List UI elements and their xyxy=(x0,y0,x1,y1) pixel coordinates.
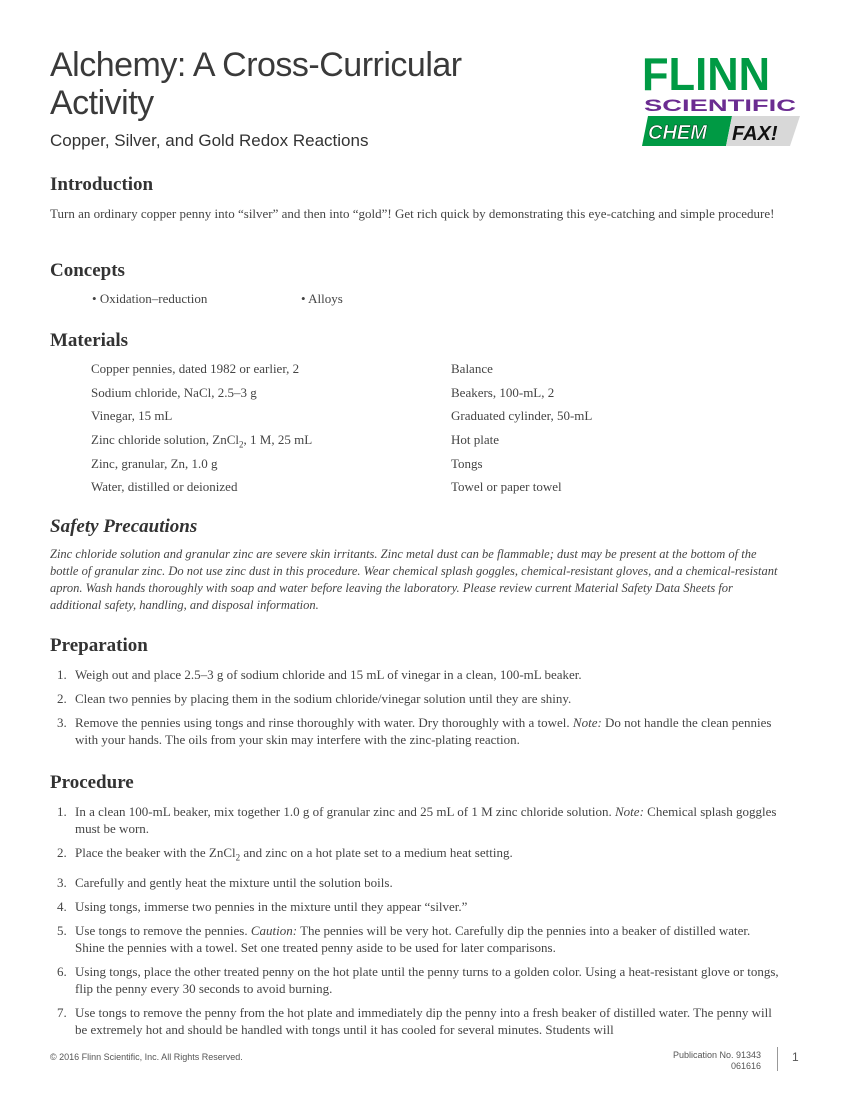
safety-text: Zinc chloride solution and granular zinc are severe skin irritants. Zinc metal dust can be flammable; dust may be present at the bottom of the bottle of granular zinc. Do not use zinc dust in this procedure. Wear chemical splash goggles, chemical-resistant gloves, and a chemical-resistant apron. Wash hands thoroughly with soap and water before leaving the laboratory. Please review current Material Safety Data Sheets for additional safety, handling, and disposal information. xyxy=(50,547,778,612)
footer-divider xyxy=(777,1047,778,1071)
page-title xyxy=(50,46,462,122)
procedure-step: 6. Using tongs, place the other treated penny on the hot plate until the penny turns to a golden color. Using a heat-resistant glove or tongs, flip the penny every 30 seconds to avoid burning. xyxy=(57,963,779,996)
material-item: Sodium chloride, NaCl, 2.5–3 g xyxy=(91,385,257,400)
procedure-steps xyxy=(50,803,780,1045)
materials-heading: Materials xyxy=(50,330,129,351)
publication-date-code: 061616 xyxy=(730,1061,761,1071)
concept-item: • Alloys xyxy=(301,291,343,306)
preparation-steps xyxy=(50,666,780,755)
concept-item: • Oxidation–reduction xyxy=(92,291,208,306)
material-item: Water, distilled or deionized xyxy=(91,479,238,494)
preparation-step: 2. Clean two pennies by placing them in the sodium chloride/vinegar solution until they are shiny. xyxy=(57,691,572,706)
procedure-step: 4. Using tongs, immerse two pennies in the mixture until they appear “silver.” xyxy=(57,898,468,914)
page-subtitle: Copper, Silver, and Gold Redox Reactions xyxy=(50,131,369,150)
introduction-heading: Introduction xyxy=(50,174,154,195)
material-item: Graduated cylinder, 50-mL xyxy=(451,408,593,423)
material-item: Towel or paper towel xyxy=(451,479,562,494)
preparation-step: 3. Remove the pennies using tongs and rinse thoroughly with water. Dry thoroughly with a towel. Note: Do not handle the clean pennies with your hands. The oils from your skin may interfere with the zinc-plating reaction. xyxy=(57,715,772,747)
procedure-step: 5. Use tongs to remove the pennies. Caution: The pennies will be very hot. Carefully dip the pennies into a beaker of distilled water. Shine the pennies with a towel. Set one treated penny aside to be used for later comparisons. xyxy=(57,922,751,955)
material-item: Zinc, granular, Zn, 1.0 g xyxy=(91,456,218,471)
copyright-notice: © 2016 Flinn Scientific, Inc. All Rights Reserved. xyxy=(50,1052,243,1062)
procedure-step: 2. Place the beaker with the ZnCl$_2$ and zinc on a hot plate set to a medium heat setting. xyxy=(57,845,513,863)
logo-scientific-text: SCIENTIFIC xyxy=(644,96,796,115)
procedure-step: 3. Carefully and gently heat the mixture until the solution boils. xyxy=(57,874,393,890)
logo-fax-text: FAX! xyxy=(732,123,778,145)
material-item: Hot plate xyxy=(451,432,500,447)
material-item: Copper pennies, dated 1982 or earlier, 2 xyxy=(91,361,300,376)
logo-chem-text: CHEM xyxy=(648,122,707,144)
procedure-heading: Procedure xyxy=(50,772,134,793)
logo-flinn-text: FLINN xyxy=(642,50,770,100)
flinn-chemfax-logo xyxy=(640,50,800,150)
material-item: Balance xyxy=(451,361,493,376)
safety-heading: Safety Precautions xyxy=(50,516,198,537)
publication-info xyxy=(673,1050,761,1072)
title-line-2: Activity xyxy=(50,84,154,122)
title-line-1: Alchemy: A Cross-Curricular xyxy=(50,46,462,84)
material-item: Zinc chloride solution, ZnCl$_2$, 1 M, 25 mL xyxy=(91,432,313,450)
preparation-step: 1. Weigh out and place 2.5–3 g of sodium chloride and 15 mL of vinegar in a clean, 100-mL beaker. xyxy=(57,667,582,682)
procedure-step: 7. Use tongs to remove the penny from the hot plate and immediately dip the penny into a fresh beaker of distilled water. The penny will be extremely hot and should be handled with tongs until it has cooled for several minutes. Students will xyxy=(57,1004,772,1037)
page-number: 1 xyxy=(792,1050,799,1064)
introduction-text: Turn an ordinary copper penny into “silver” and then into “gold”! Get rich quick by demonstrating this eye-catching and simple procedure! xyxy=(50,206,775,221)
publication-number: Publication No. 91343 xyxy=(672,1050,761,1060)
material-item: Vinegar, 15 mL xyxy=(91,408,173,423)
preparation-heading: Preparation xyxy=(50,635,148,656)
material-item: Tongs xyxy=(451,456,483,471)
procedure-step: 1. In a clean 100-mL beaker, mix together 1.0 g of granular zinc and 25 mL of 1 M zinc chloride solution. Note: Chemical splash goggles must be worn. xyxy=(57,804,777,836)
concepts-heading: Concepts xyxy=(50,260,125,281)
material-item: Beakers, 100-mL, 2 xyxy=(451,385,555,400)
